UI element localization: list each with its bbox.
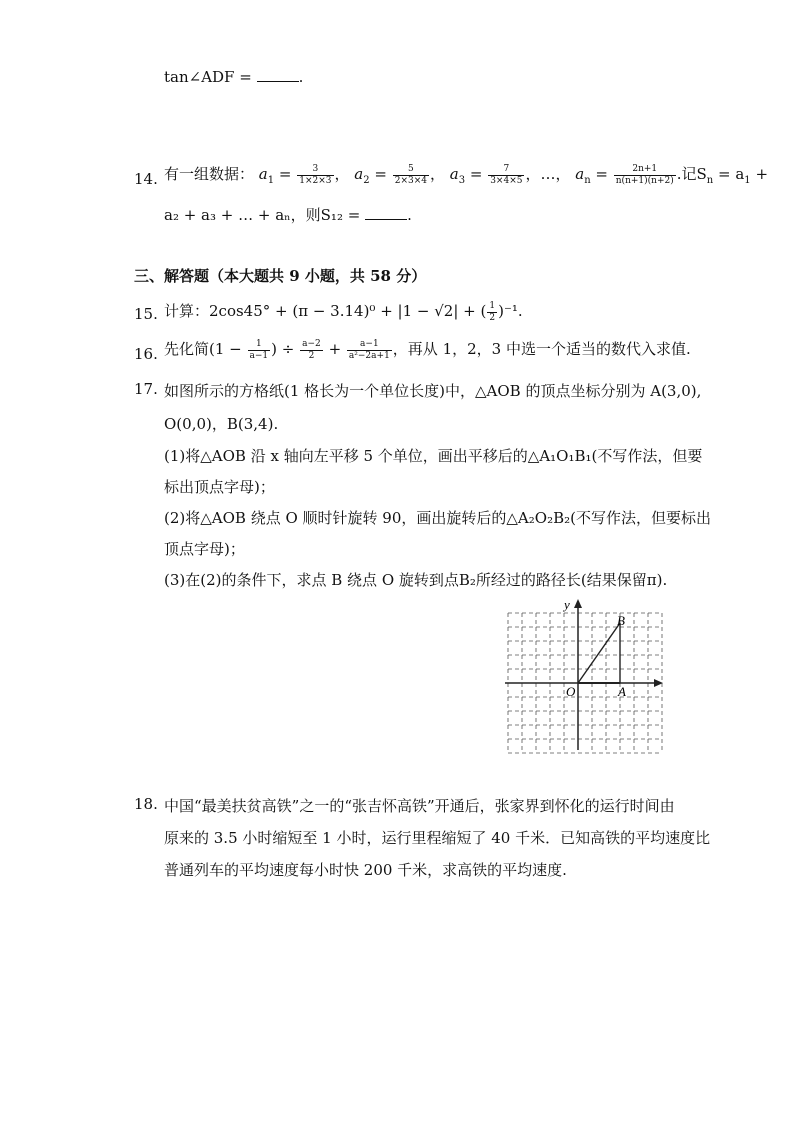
f3-fraction [347, 339, 392, 362]
q16-plus: + [328, 340, 342, 358]
a3-num: 7 [488, 164, 524, 176]
q17-l3: (1)将△AOB 沿 x 轴向左平移 5 个单位，画出平移后的△A₁O₁B₁(不写作法，但要 [164, 447, 703, 465]
f1-fraction [248, 339, 271, 362]
q14-line2-text: a₂ + a₃ + … + aₙ，则S₁₂ = [164, 206, 361, 224]
q15-number: 15. [134, 305, 158, 323]
f2-fraction [300, 339, 323, 362]
f2-num: a−2 [302, 338, 321, 349]
a-label: A [618, 684, 626, 699]
f3-num: a−1 [347, 339, 392, 351]
f3-den: a²−2a+1 [348, 350, 390, 361]
b-label: B [617, 613, 625, 628]
half-den: 2 [489, 312, 496, 323]
a1-num: 3 [297, 164, 333, 176]
q15-line [164, 300, 523, 324]
answer-blank [365, 207, 407, 220]
q16-tail: ，再从 1，2，3 中选一个适当的数代入求值. [392, 340, 691, 358]
grid-figure [500, 595, 670, 755]
q14-ji: .记S [676, 165, 707, 183]
q17-l5: (2)将△AOB 绕点 O 顺时针旋转 90，画出旋转后的△A₂O₂B₂(不写作法，但要标出 [164, 509, 711, 527]
a2-symbol: a [354, 165, 364, 183]
f1-num: 1 [248, 339, 271, 351]
q15-tail: )⁻¹. [498, 302, 523, 320]
half-num: 1 [489, 300, 496, 311]
sn-a1-sub: 1 [744, 175, 751, 186]
q18-l3: 普通列车的平均速度每小时快 200 千米，求高铁的平均速度. [164, 861, 567, 879]
q13-tail [164, 68, 303, 86]
q17-l6: 顶点字母)； [164, 540, 245, 558]
q18-l1: 中国“最美扶贫高铁”之一的“张吉怀高铁”开通后，张家界到怀化的运行时间由 [164, 797, 675, 815]
a3-symbol: a [449, 165, 459, 183]
a3-fraction [488, 164, 524, 187]
q15-text: 计算：2cos45° + (π − 3.14)⁰ + |1 − √2| + ( [164, 302, 487, 320]
q13-end: . [298, 68, 304, 86]
a2-num: 5 [393, 164, 429, 176]
q13-text: tan∠ADF = [164, 68, 252, 86]
q17-l2: O(0,0)，B(3,4). [164, 415, 279, 433]
an-symbol: a [575, 165, 585, 183]
f1-den: a−1 [249, 350, 269, 361]
y-axis-arrow [574, 599, 582, 608]
segment-OB [578, 623, 620, 683]
a1-symbol: a [258, 165, 268, 183]
q16-line [164, 338, 691, 362]
q17-l4: 标出顶点字母)； [164, 478, 275, 496]
a1-fraction [297, 164, 333, 187]
q17-number: 17. [134, 380, 158, 398]
section-title: 三、解答题（本大题共 9 小题，共 58 分） [134, 267, 427, 285]
q17-l7: (3)在(2)的条件下，求点 B 绕点 O 旋转到点B₂所经过的路径长(结果保留π). [164, 571, 668, 589]
q16-pre: 先化简(1 − [164, 340, 242, 358]
q16-mid: ) ÷ [271, 340, 295, 358]
q17-l1: 如图所示的方格纸(1 格长为一个单位长度)中，△AOB 的顶点坐标分别为 A(3,0), [164, 382, 702, 400]
o-label: O [566, 684, 576, 699]
a3-sub: 3 [458, 175, 466, 186]
a2-sub: 2 [363, 175, 370, 186]
q18-l2: 原来的 3.5 小时缩短至 1 小时，运行里程缩短了 40 千米．已知高铁的平均速度比 [164, 829, 711, 847]
y-label: y [564, 597, 570, 612]
q14-intro: 有一组数据： [164, 165, 255, 183]
an-fraction [614, 164, 676, 187]
a1-den: 1×2×3 [299, 175, 332, 186]
q14-line1: 有一组数据： $a_1$ = $\frac{3}{1\times 2\times 3}$ ， $a_2$ = $\frac{5}{2\times 3\times 4}$ ， $a_3$ = $\frac{7}{3\times 4\times 5}$ ，…， $a_n$ = $\frac{2n+1}{n(n+1)(n+2)}$ .记$S_n = a_1$ + [164, 163, 769, 186]
an-sub: n [584, 175, 591, 186]
a3-den: 3×4×5 [490, 175, 523, 186]
sn-eq: = a [713, 165, 745, 183]
q16-number: 16. [134, 345, 158, 363]
half-fraction [487, 301, 497, 324]
a1-sub: 1 [267, 175, 275, 186]
q18-number: 18. [134, 795, 158, 813]
a2-fraction [393, 164, 429, 187]
q14-number: 14. [134, 170, 158, 188]
an-num: 2n+1 [614, 164, 676, 176]
a2-den: 2×3×4 [394, 175, 427, 186]
q14-end: . [407, 206, 412, 224]
an-den: n(n+1)(n+2) [615, 175, 674, 186]
answer-blank [257, 69, 299, 82]
q14-line2 [164, 204, 412, 225]
f2-den: 2 [308, 350, 315, 361]
sn-sub: n [706, 175, 714, 186]
